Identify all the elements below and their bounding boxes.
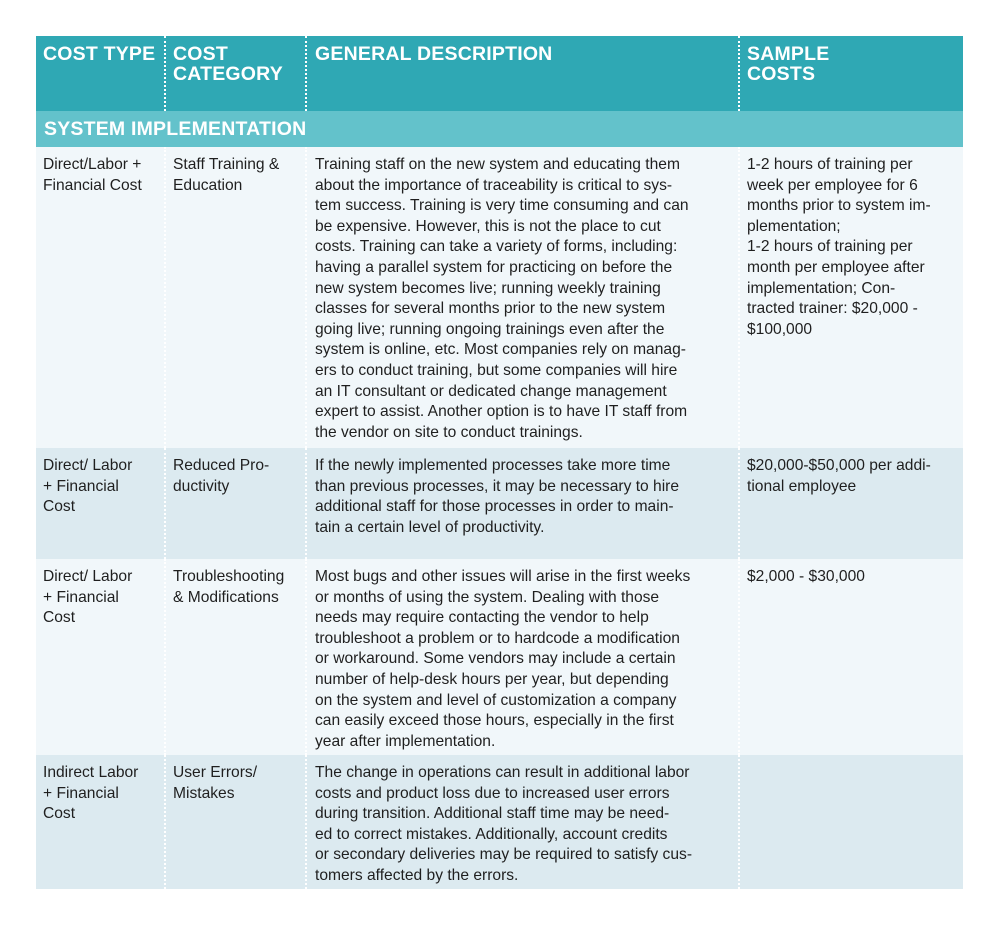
row-cost-type [36, 559, 166, 755]
text-line: costs. Training can take a variety of forms, including: [315, 238, 678, 256]
text-line: CATEGORY [173, 63, 283, 85]
cost-table [36, 36, 963, 889]
text-line: having a parallel system for practicing on before the [315, 258, 673, 276]
text-line: Education [173, 176, 243, 194]
text-line: If the newly implemented processes take more time [315, 457, 671, 474]
text-line: or months of using the system. Dealing with those [315, 588, 660, 606]
text-line: Most bugs and other issues will arise in the first weeks [315, 568, 691, 585]
text-line: Troubleshooting [173, 568, 285, 585]
text-line: COSTS [747, 63, 816, 85]
text-line: about the importance of traceability is critical to sys- [315, 176, 673, 194]
text-line: tracted trainer: $20,000 - [747, 300, 918, 318]
text-line: GENERAL DESCRIPTION [315, 43, 553, 65]
text-line: + Financial [43, 477, 119, 495]
text-line: Mistakes [173, 784, 235, 802]
text-line: be expensive. However, this is not the place to cut [315, 217, 661, 235]
row-description [307, 755, 740, 889]
row-cost-type [36, 448, 166, 559]
header-cost-category [166, 36, 307, 111]
text-line: month per employee after [747, 258, 925, 276]
text-line: Financial Cost [43, 176, 142, 194]
text-line: an IT consultant or dedicated change management [315, 382, 667, 400]
row-sample-costs [740, 147, 963, 448]
text-line: User Errors/ [173, 764, 258, 781]
row-cost-type [36, 755, 166, 889]
text-line: Direct/ Labor [43, 568, 133, 585]
row-cost-type [36, 147, 166, 448]
text-line: $2,000 - $30,000 [747, 568, 865, 585]
text-line: implementation; Con- [747, 279, 896, 297]
text-line: needs may require contacting the vendor to help [315, 609, 649, 627]
text-line: 1-2 hours of training per [747, 238, 913, 256]
row-category [166, 755, 307, 889]
table-row [36, 559, 963, 755]
text-line: the vendor on site to conduct trainings. [315, 423, 583, 441]
text-line: Staff Training & [173, 156, 280, 173]
row-sample-costs [740, 559, 963, 755]
text-line: Cost [43, 805, 76, 823]
text-line: number of help-desk hours per year, but depending [315, 670, 669, 688]
text-line: going live; running ongoing trainings even after the [315, 320, 665, 338]
text-line: additional staff for those processes in order to main- [315, 498, 674, 516]
row-category [166, 147, 307, 448]
text-line: during transition. Additional staff time may be need- [315, 805, 670, 823]
row-category [166, 448, 307, 559]
row-category [166, 559, 307, 755]
text-line: Direct/Labor + [43, 156, 142, 173]
text-line: Cost [43, 609, 76, 627]
text-line: plementation; [747, 217, 841, 235]
text-line: COST TYPE [43, 43, 156, 65]
row-description [307, 448, 740, 559]
text-line: ers to conduct training, but some companies will hire [315, 361, 678, 379]
text-line: months prior to system im- [747, 197, 931, 215]
text-line: + Financial [43, 588, 119, 606]
text-line: Indirect Labor [43, 764, 139, 781]
text-line: week per employee for 6 [747, 176, 918, 194]
text-line: ductivity [173, 477, 230, 495]
text-line: $100,000 [747, 320, 813, 338]
table-row [36, 448, 963, 559]
text-line: or workaround. Some vendors may include a certain [315, 650, 676, 668]
header-sample-costs [740, 36, 963, 111]
text-line: on the system and level of customization a company [315, 691, 677, 709]
text-line: ed to correct mistakes. Additionally, account credits [315, 825, 668, 843]
text-line: new system becomes live; running weekly training [315, 279, 661, 297]
text-line: tional employee [747, 477, 857, 495]
row-description [307, 147, 740, 448]
text-line: The change in operations can result in additional labor [315, 764, 690, 781]
table-header [36, 36, 963, 111]
text-line: or secondary deliveries may be required to satisfy cus- [315, 846, 693, 864]
text-line: Reduced Pro- [173, 457, 270, 474]
row-sample-costs [740, 755, 963, 889]
text-line: Cost [43, 498, 76, 516]
text-line: tomers affected by the errors. [315, 866, 519, 884]
text-line: can easily exceed those hours, especially in the first [315, 712, 674, 730]
header-cost-type [36, 36, 166, 111]
text-line: than previous processes, it may be necessary to hire [315, 477, 680, 495]
table-row [36, 147, 963, 448]
text-line: classes for several months prior to the new system [315, 300, 666, 318]
header-general-description [307, 36, 740, 111]
text-line: & Modifications [173, 588, 279, 606]
text-line: costs and product loss due to increased user errors [315, 784, 670, 802]
text-line: tem success. Training is very time consuming and can [315, 197, 689, 215]
section-title: SYSTEM IMPLEMENTATION [36, 111, 963, 147]
text-line: Training staff on the new system and educating them [315, 156, 680, 173]
text-line: 1-2 hours of training per [747, 156, 913, 173]
text-line: tain a certain level of productivity. [315, 518, 545, 536]
text-line: system is online, etc. Most companies rely on manag- [315, 341, 686, 359]
text-line: Direct/ Labor [43, 457, 133, 474]
text-line: troubleshoot a problem or to hardcode a modification [315, 629, 680, 647]
text-line: COST [173, 43, 228, 65]
text-line: SAMPLE [747, 43, 830, 65]
table-row [36, 755, 963, 889]
text-line: $20,000-$50,000 per addi- [747, 457, 931, 474]
row-description [307, 559, 740, 755]
row-sample-costs [740, 448, 963, 559]
text-line: + Financial [43, 784, 119, 802]
text-line: expert to assist. Another option is to have IT staff from [315, 403, 688, 421]
text-line: year after implementation. [315, 732, 496, 750]
